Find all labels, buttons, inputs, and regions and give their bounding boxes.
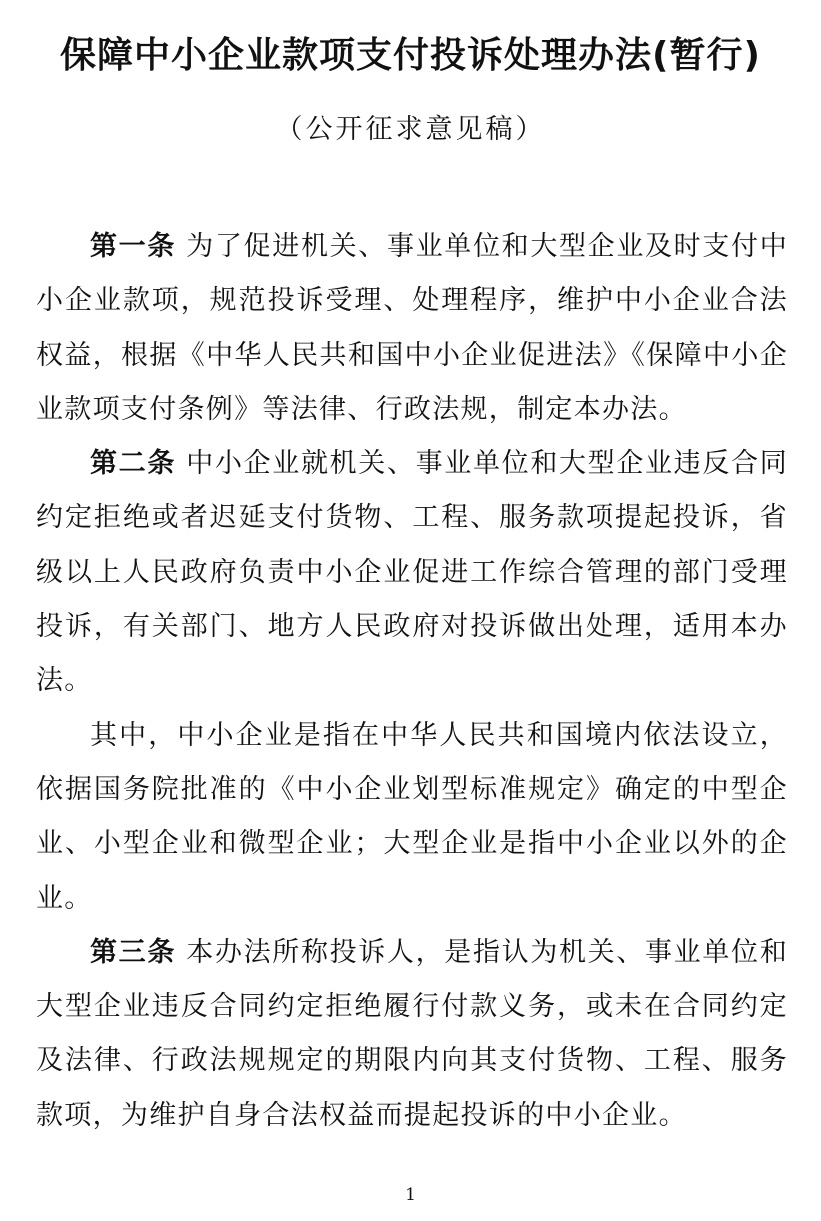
article-3-paragraph	[36, 926, 788, 1143]
article-2-definition-text: 其中，中小企业是指在中华人民共和国境内依法设立，依据国务院批准的《中小企业划型标准规定》确定的中型企业、小型企业和微型企业；大型企业是指中小企业以外的企业。	[36, 719, 788, 914]
article-2-text: 中小企业就机关、事业单位和大型企业违反合同约定拒绝或者迟延支付货物、工程、服务款项提起投诉，省级以上人民政府负责中小企业促进工作综合管理的部门受理投诉，有关部门、地方人民政府对投诉做出处理，适用本办法。	[36, 448, 788, 697]
article-2-paragraph	[36, 437, 788, 708]
article-1-paragraph	[36, 220, 788, 437]
article-2-definition-paragraph	[36, 709, 788, 926]
document-subtitle: （公开征求意见稿）	[275, 114, 546, 145]
document-title: 保障中小企业款项支付投诉处理办法(暂行)	[60, 35, 761, 76]
article-1-heading: 第一条	[90, 231, 177, 262]
article-3-text: 本办法所称投诉人，是指认为机关、事业单位和大型企业违反合同约定拒绝履行付款义务，或未在合同约定及法律、行政法规规定的期限内向其支付货物、工程、服务款项，为维护自身合法权益而提起投诉的中小企业。	[36, 936, 788, 1131]
article-3-heading: 第三条	[90, 936, 177, 968]
document-body	[36, 220, 788, 1143]
page-number: 1	[405, 1185, 416, 1205]
article-2-heading: 第二条	[90, 448, 177, 480]
article-1-text: 为了促进机关、事业单位和大型企业及时支付中小企业款项，规范投诉受理、处理程序，维护中小企业合法权益，根据《中华人民共和国中小企业促进法》《保障中小企业款项支付条例》等法律、行政法规，制定本办法。	[36, 231, 788, 425]
